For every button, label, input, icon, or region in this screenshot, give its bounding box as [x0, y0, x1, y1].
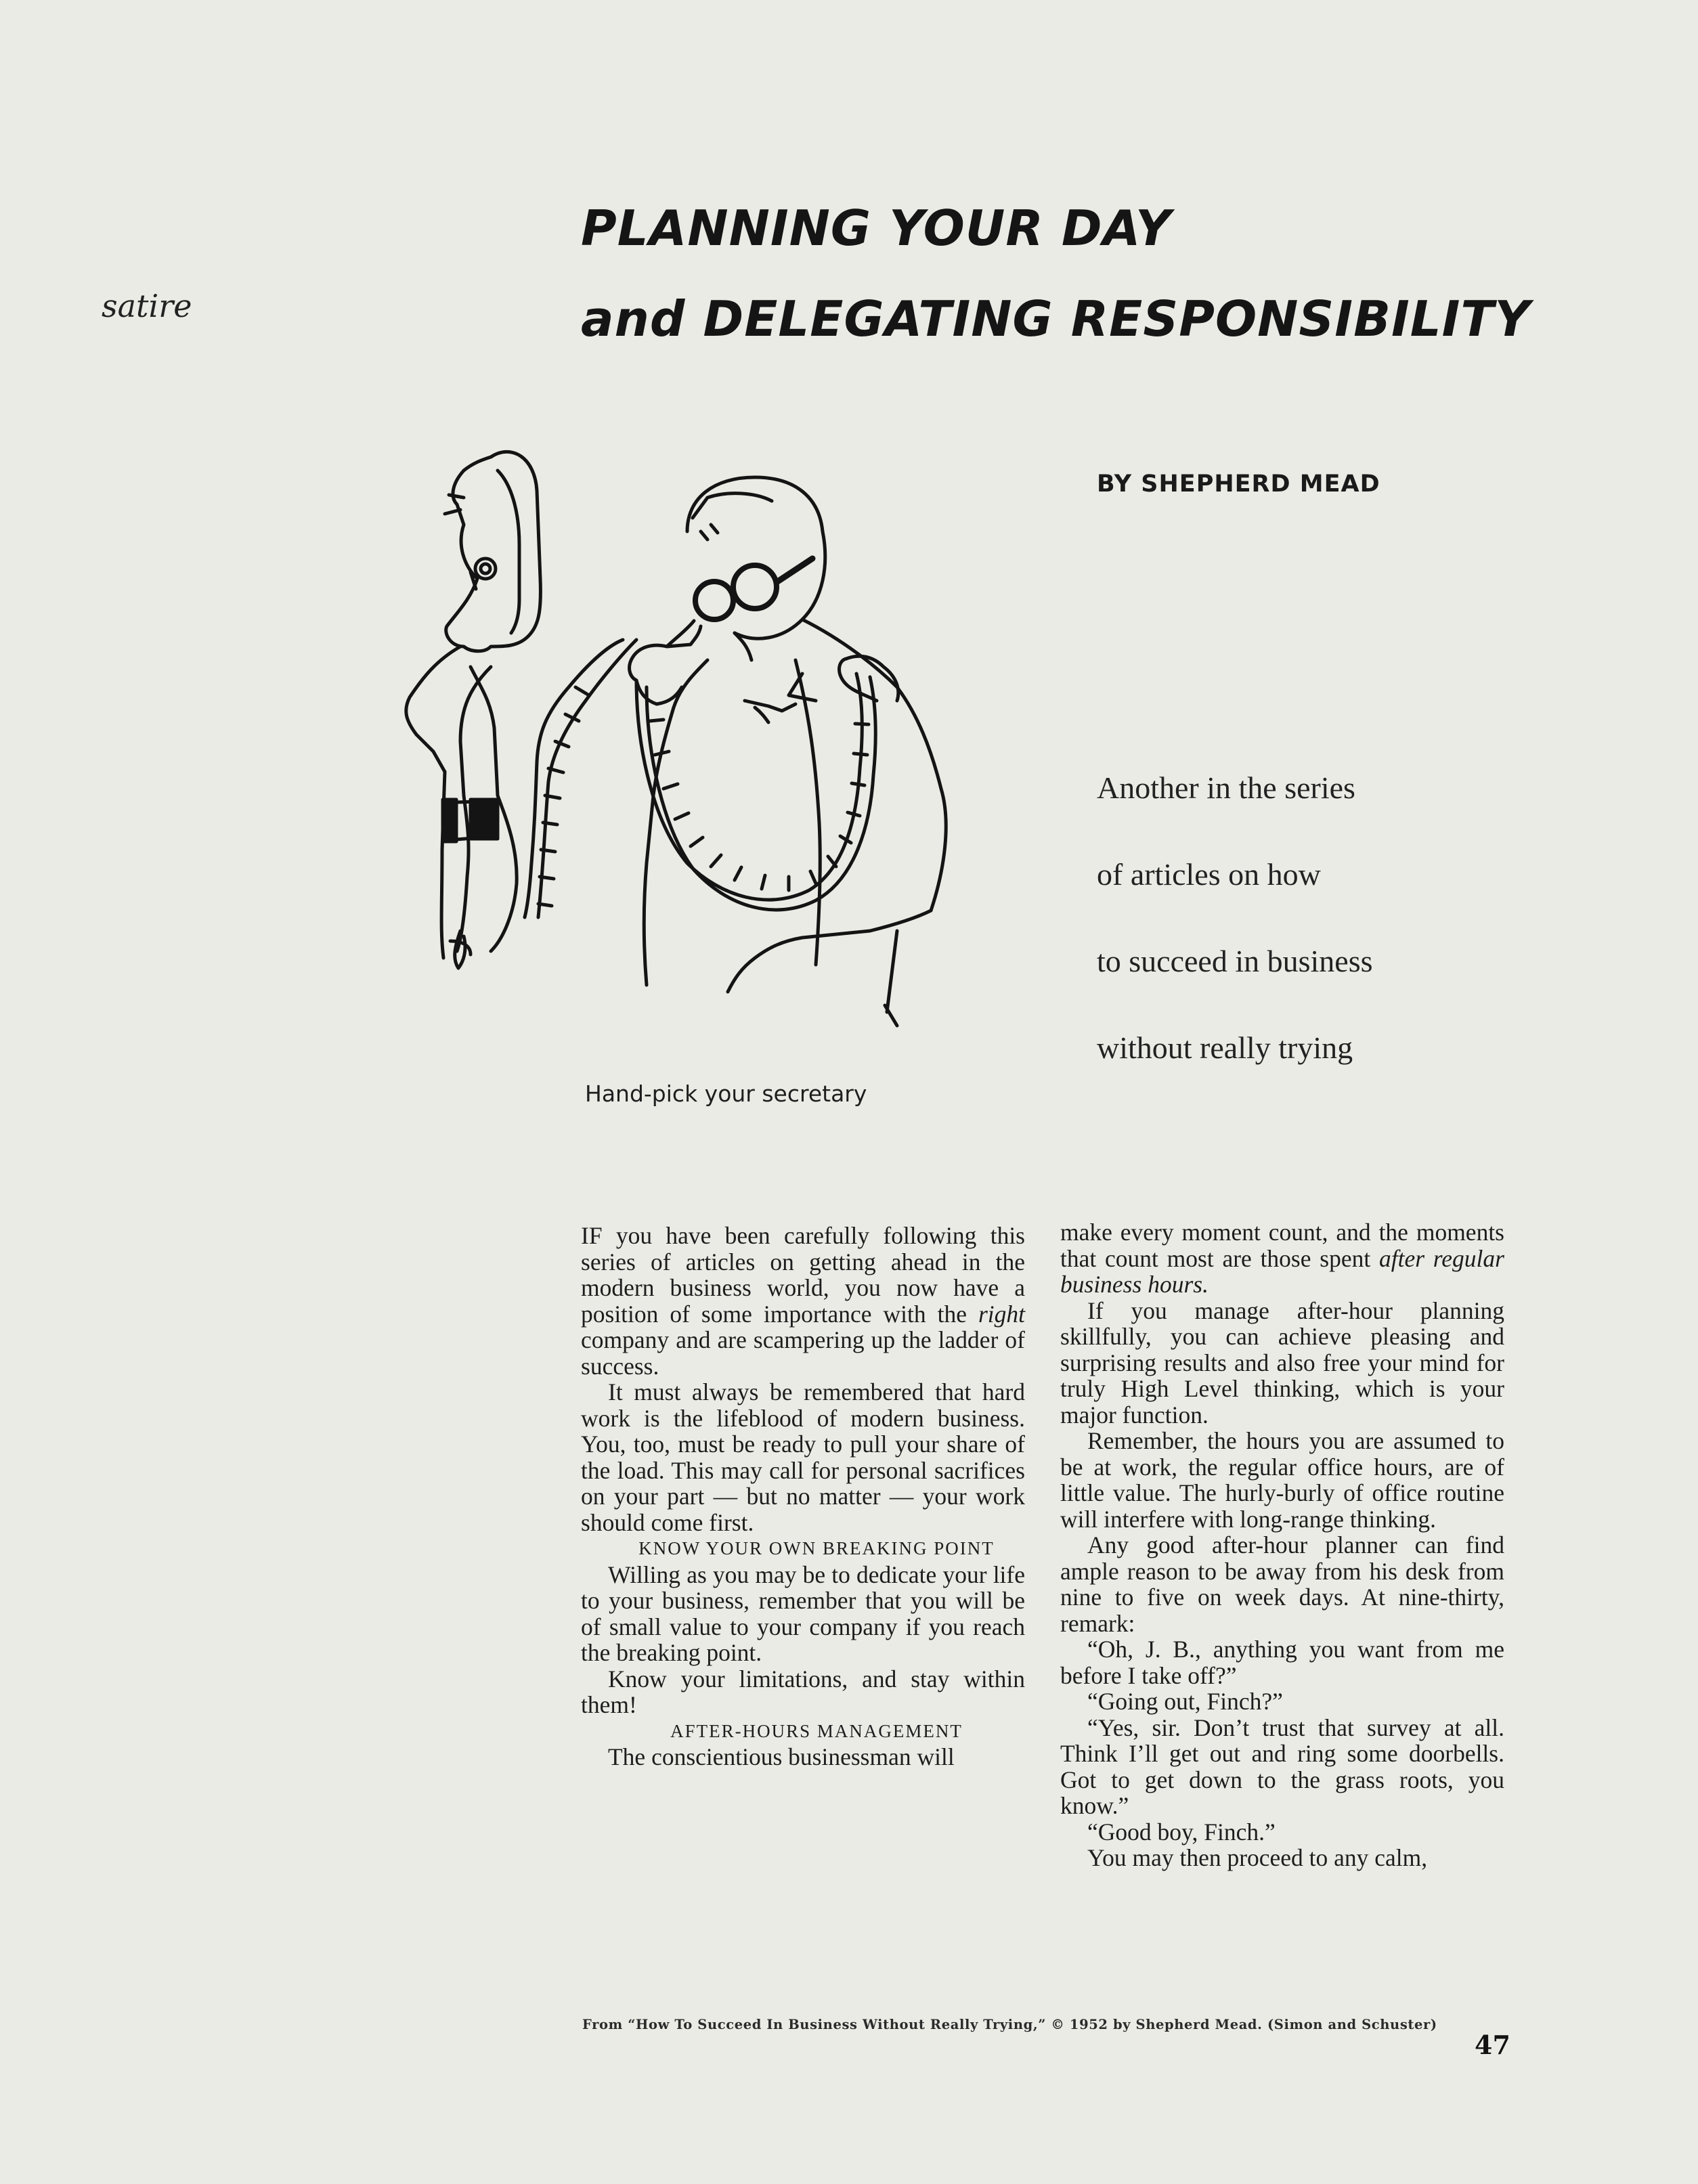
- paragraph: Remember, the hours you are assumed to be at work, the regular office hours, are of little value. The hurly-burly of office routine will interfere with long-range thinking.: [1060, 1427, 1504, 1533]
- tagline-line-4: without really trying: [1097, 1030, 1353, 1065]
- tagline-line-2: of articles on how: [1097, 857, 1321, 892]
- paragraph: You may then proceed to any calm,: [1087, 1844, 1428, 1871]
- title-line-1: PLANNING YOUR DAY: [581, 200, 1172, 257]
- cartoon-man-measuring-secretary-icon: [267, 443, 1053, 1080]
- article-column-left: [581, 1223, 1025, 1770]
- paragraph: It must always be remembered that hard work is the lifeblood of modern business. You, too, must be ready to pull your share of the load. This may call for personal sacrifices on your part — but no matter — your work should come first.: [581, 1378, 1025, 1536]
- section-kicker: satire: [102, 288, 192, 324]
- paragraph: If you manage after-hour planning skillfully, you can achieve pleasing and surprising results and also free your mind for truly High Level thinking, which is your major function.: [1060, 1296, 1504, 1428]
- article-column-right: [1060, 1219, 1504, 1871]
- paragraph: “Good boy, Finch.”: [1087, 1818, 1276, 1846]
- author-byline: BY SHEPHERD MEAD: [1097, 471, 1380, 498]
- subhead-breaking-point: KNOW YOUR OWN BREAKING POINT: [638, 1538, 995, 1558]
- subhead-after-hours: AFTER-HOURS MANAGEMENT: [670, 1720, 963, 1741]
- paragraph: Willing as you may be to dedicate your life to your business, remember that you will be of small value to your company if you reach the breaking point.: [581, 1560, 1025, 1666]
- paragraph: Know your limitations, and stay within them!: [581, 1665, 1025, 1718]
- paragraph: “Oh, J. B., anything you want from me before I take off?”: [1060, 1636, 1504, 1689]
- paragraph: The conscientious businessman will: [608, 1743, 955, 1770]
- illustration: [267, 443, 1053, 1080]
- source-credit: From “How To Succeed In Business Without Really Trying,” © 1952 by Shepherd Mead. (Simon and Schuster): [582, 2017, 1437, 2032]
- paragraph: Any good after-hour planner can find ample reason to be away from his desk from nine to five on week days. At nine-thirty, remark:: [1060, 1531, 1504, 1637]
- page-number: 47: [1475, 2030, 1510, 2060]
- paragraph: “Going out, Finch?”: [1087, 1688, 1283, 1715]
- paragraph: “Yes, sir. Don’t trust that survey at all. Think I’ll get out and ring some doorbells. Got to get down to the grass roots, you know.”: [1060, 1713, 1504, 1819]
- article-title: [581, 183, 1531, 364]
- article-tagline: [1097, 745, 1449, 1091]
- illustration-caption: Hand-pick your secretary: [585, 1080, 867, 1107]
- title-line-2: and DELEGATING RESPONSIBILITY: [581, 290, 1531, 347]
- paragraph: make every moment count, and the moments that count most are those spent after regular business hours.: [1060, 1219, 1504, 1298]
- tagline-line-3: to succeed in business: [1097, 944, 1373, 978]
- paragraph: IF you have been carefully following this series of articles on getting ahead in the modern business world, you now have a position of some importance with the right company and are scampering up the ladder of success.: [581, 1222, 1025, 1380]
- tagline-line-1: Another in the series: [1097, 770, 1355, 805]
